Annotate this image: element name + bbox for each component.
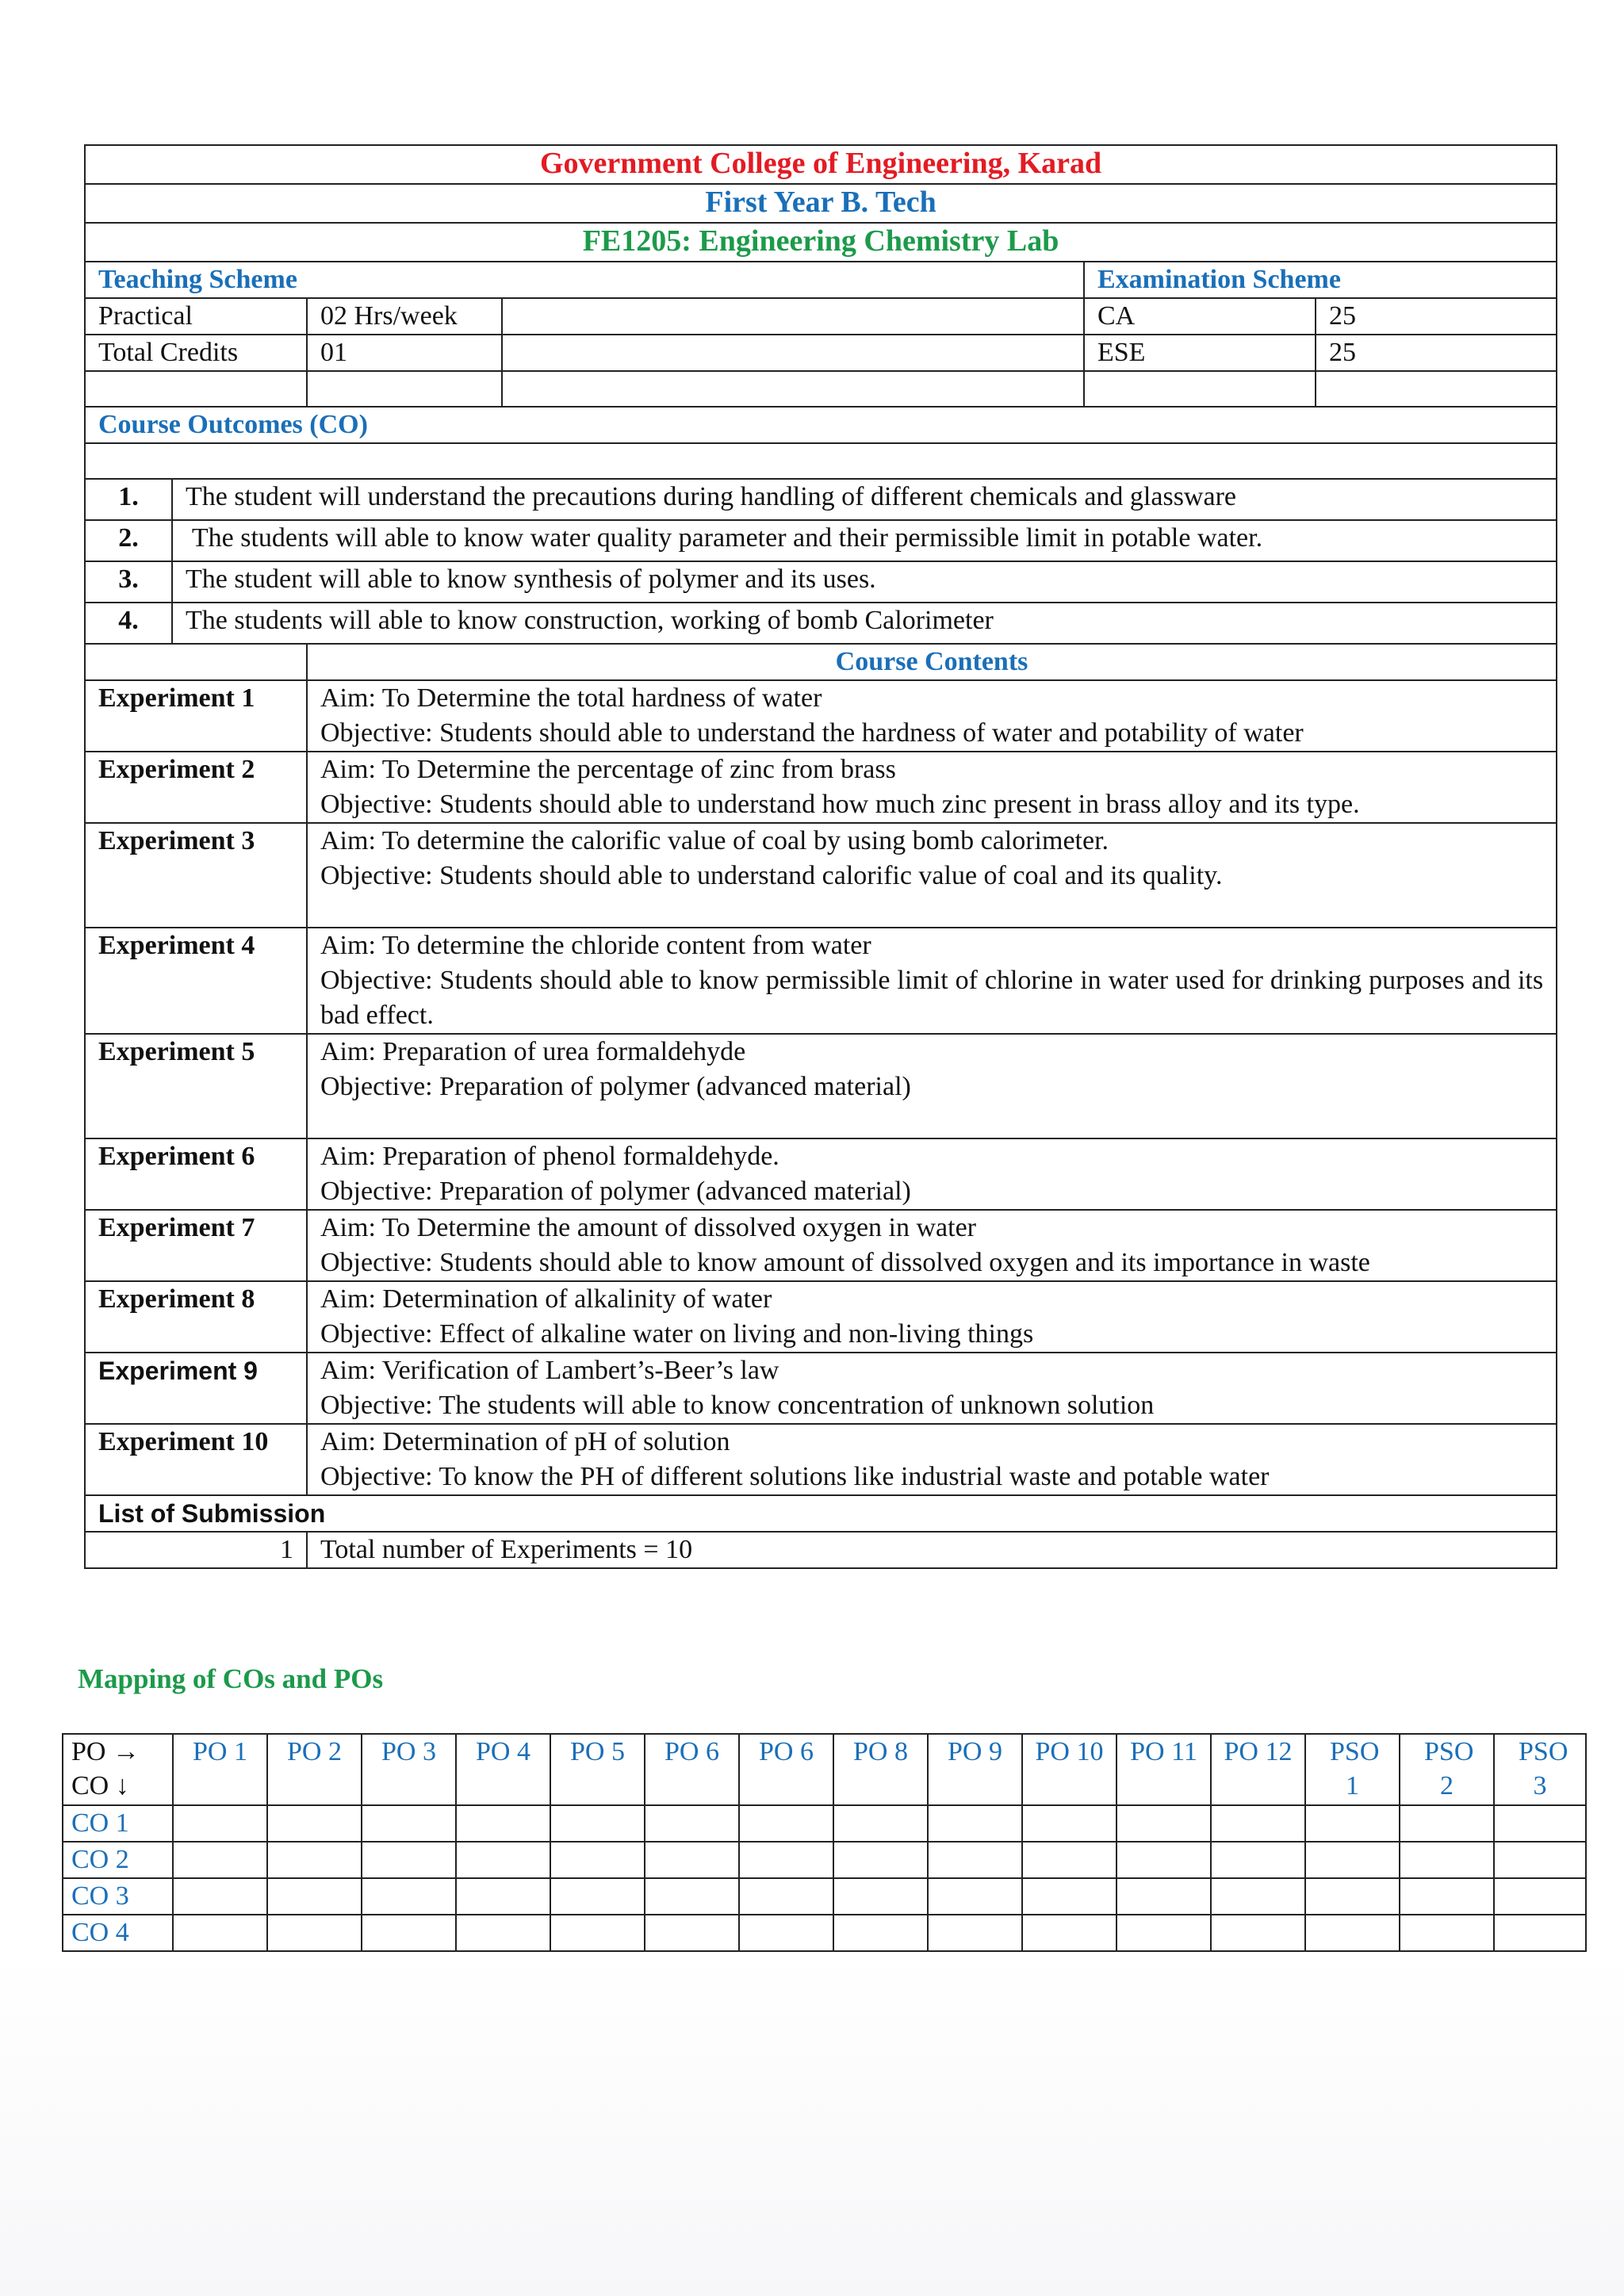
experiment-aim: Aim: Preparation of phenol formaldehyde. [320,1142,779,1171]
co-po-mapping-table [62,1733,1587,1952]
corner-co: CO ↓ [71,1771,129,1800]
mapping-cell [833,1915,928,1951]
course-outcomes-title: Course Outcomes (CO) [85,407,1557,443]
mapping-cell [456,1805,550,1842]
mapping-cell [1400,1878,1494,1915]
experiment-label: Experiment 7 [85,1210,307,1281]
experiment-label: Experiment 9 [85,1353,307,1424]
co-number: 3. [85,561,172,603]
po-column-header: PO 8 [833,1734,928,1805]
co-text: The students will able to know water quality parameter and their permissible limit in potable water. [172,520,1557,561]
exam-value: 25 [1316,335,1557,371]
mapping-cell [645,1842,739,1878]
mapping-cell [267,1878,362,1915]
mapping-cell [1494,1915,1586,1951]
teaching-value: 02 Hrs/week [307,298,502,335]
empty-cell [1316,371,1557,407]
teaching-label: Total Credits [85,335,307,371]
mapping-cell [1022,1915,1116,1951]
po-column-header: PO 2 [267,1734,362,1805]
co-text: The student will able to know synthesis of polymer and its uses. [172,561,1557,603]
mapping-title: Mapping of COs and POs [78,1663,384,1694]
mapping-cell [456,1915,550,1951]
course-contents-title: Course Contents [307,644,1557,680]
submission-text: Total number of Experiments = 10 [307,1532,1557,1568]
experiment-content [307,1034,1557,1138]
experiment-objective: Objective: Students should able to understand how much zinc present in brass alloy and its type. [320,790,1360,819]
exam-value: 25 [1316,298,1557,335]
experiment-aim: Aim: To Determine the amount of dissolved oxygen in water [320,1213,976,1242]
syllabus-table [84,144,1557,1569]
co-row-label: CO 1 [63,1805,173,1842]
mapping-cell [1400,1842,1494,1878]
mapping-cell [833,1878,928,1915]
mapping-cell [1305,1878,1400,1915]
mapping-cell [550,1842,645,1878]
mapping-cell [173,1878,267,1915]
submission-title: List of Submission [85,1495,1557,1532]
mapping-cell [173,1915,267,1951]
mapping-cell [267,1842,362,1878]
po-column-header: PO 5 [550,1734,645,1805]
mapping-cell [1116,1878,1211,1915]
mapping-cell [928,1915,1022,1951]
experiment-objective: Objective: Preparation of polymer (advanced material) [320,1072,911,1101]
empty-cell [502,335,1084,371]
mapping-cell [1022,1805,1116,1842]
po-column-header: PO 6 [739,1734,833,1805]
mapping-cell [645,1805,739,1842]
po-column-header: PO 6 [645,1734,739,1805]
mapping-cell [1494,1842,1586,1878]
experiment-aim: Aim: To determine the calorific value of coal by using bomb calorimeter. [320,826,1109,855]
mapping-cell [1211,1805,1305,1842]
course-title: FE1205: Engineering Chemistry Lab [85,223,1557,262]
mapping-cell [1211,1842,1305,1878]
experiment-objective: Objective: Effect of alkaline water on living and non-living things [320,1319,1034,1349]
teaching-label: Practical [85,298,307,335]
empty-cell [85,371,307,407]
mapping-cell [1305,1915,1400,1951]
mapping-cell [362,1805,456,1842]
experiment-objective: Objective: Preparation of polymer (advanced material) [320,1177,911,1206]
mapping-cell [739,1805,833,1842]
mapping-cell [456,1842,550,1878]
experiment-content [307,1424,1557,1495]
experiment-aim: Aim: Verification of Lambert’s-Beer’s law [320,1356,779,1385]
mapping-cell [1400,1915,1494,1951]
mapping-cell [739,1878,833,1915]
mapping-cell [362,1915,456,1951]
pso-column-header: PSO 2 [1400,1734,1494,1805]
experiment-label: Experiment 6 [85,1138,307,1210]
experiment-content [307,1210,1557,1281]
mapping-cell [1305,1805,1400,1842]
mapping-cell [550,1915,645,1951]
mapping-cell [173,1805,267,1842]
mapping-cell [362,1878,456,1915]
experiment-objective: Objective: Students should able to know permissible limit of chlorine in water used for drinking purposes and its bad effect. [320,966,1544,1030]
experiment-label: Experiment 8 [85,1281,307,1353]
pso-column-header: PSO 1 [1305,1734,1400,1805]
program-year: First Year B. Tech [85,184,1557,223]
experiment-aim: Aim: To Determine the total hardness of water [320,683,822,713]
submission-number: 1 [85,1532,307,1568]
mapping-cell [833,1842,928,1878]
experiment-label: Experiment 10 [85,1424,307,1495]
experiment-objective: Objective: The students will able to know concentration of unknown solution [320,1391,1155,1420]
mapping-corner [63,1734,173,1805]
co-text: The students will able to know construction, working of bomb Calorimeter [172,603,1557,644]
po-column-header: PO 3 [362,1734,456,1805]
mapping-cell [1116,1805,1211,1842]
co-number: 2. [85,520,172,561]
experiment-aim: Aim: Preparation of urea formaldehyde [320,1037,746,1066]
experiment-label: Experiment 3 [85,823,307,928]
mapping-cell [267,1805,362,1842]
mapping-cell [1022,1842,1116,1878]
mapping-cell [1494,1878,1586,1915]
experiment-content [307,823,1557,928]
empty-cell [502,298,1084,335]
experiment-aim: Aim: Determination of pH of solution [320,1427,730,1456]
mapping-cell [739,1842,833,1878]
teaching-scheme-title: Teaching Scheme [85,262,1084,298]
mapping-cell [267,1915,362,1951]
teaching-value: 01 [307,335,502,371]
experiment-content [307,1353,1557,1424]
mapping-cell [362,1842,456,1878]
college-name: Government College of Engineering, Karad [85,145,1557,184]
experiment-content [307,1138,1557,1210]
exam-label: ESE [1084,335,1316,371]
co-row-label: CO 3 [63,1878,173,1915]
exam-label: CA [1084,298,1316,335]
corner-po: PO → [71,1737,140,1766]
experiment-aim: Aim: To Determine the percentage of zinc from brass [320,755,896,784]
mapping-cell [456,1878,550,1915]
po-column-header: PO 10 [1022,1734,1116,1805]
empty-cell [502,371,1084,407]
experiment-label: Experiment 1 [85,680,307,752]
experiment-content [307,1281,1557,1353]
experiment-label: Experiment 4 [85,928,307,1034]
mapping-cell [550,1805,645,1842]
experiment-objective: Objective: Students should able to understand calorific value of coal and its quality. [320,861,1223,890]
experiment-label: Experiment 5 [85,1034,307,1138]
mapping-cell [1494,1805,1586,1842]
experiment-content [307,928,1557,1034]
pso-column-header: PSO 3 [1494,1734,1586,1805]
mapping-cell [550,1878,645,1915]
mapping-cell [928,1878,1022,1915]
mapping-cell [1116,1842,1211,1878]
experiment-content [307,752,1557,823]
empty-cell [1084,371,1316,407]
experiment-objective: Objective: To know the PH of different solutions like industrial waste and potable water [320,1462,1270,1491]
experiment-objective: Objective: Students should able to understand the hardness of water and potability of water [320,718,1304,748]
mapping-cell [1211,1915,1305,1951]
po-column-header: PO 9 [928,1734,1022,1805]
mapping-cell [1305,1842,1400,1878]
po-column-header: PO 1 [173,1734,267,1805]
mapping-cell [1116,1915,1211,1951]
mapping-cell [1400,1805,1494,1842]
mapping-cell [173,1842,267,1878]
experiment-aim: Aim: To determine the chloride content from water [320,931,871,960]
mapping-cell [928,1842,1022,1878]
mapping-cell [645,1878,739,1915]
mapping-cell [1022,1878,1116,1915]
po-column-header: PO 12 [1211,1734,1305,1805]
empty-cell [85,644,307,680]
co-text: The student will understand the precautions during handling of different chemicals and glassware [172,479,1557,520]
empty-row [85,443,1557,479]
mapping-cell [739,1915,833,1951]
co-row-label: CO 2 [63,1842,173,1878]
po-column-header: PO 4 [456,1734,550,1805]
po-column-header: PO 11 [1116,1734,1211,1805]
experiment-objective: Objective: Students should able to know amount of dissolved oxygen and its importance in waste [320,1248,1370,1277]
mapping-cell [928,1805,1022,1842]
mapping-cell [645,1915,739,1951]
experiment-aim: Aim: Determination of alkalinity of water [320,1284,772,1314]
page-shading [0,1950,1624,2296]
empty-cell [307,371,502,407]
exam-scheme-title: Examination Scheme [1084,262,1557,298]
mapping-cell [1211,1878,1305,1915]
co-row-label: CO 4 [63,1915,173,1951]
mapping-cell [833,1805,928,1842]
co-number: 1. [85,479,172,520]
co-number: 4. [85,603,172,644]
experiment-label: Experiment 2 [85,752,307,823]
experiment-content [307,680,1557,752]
